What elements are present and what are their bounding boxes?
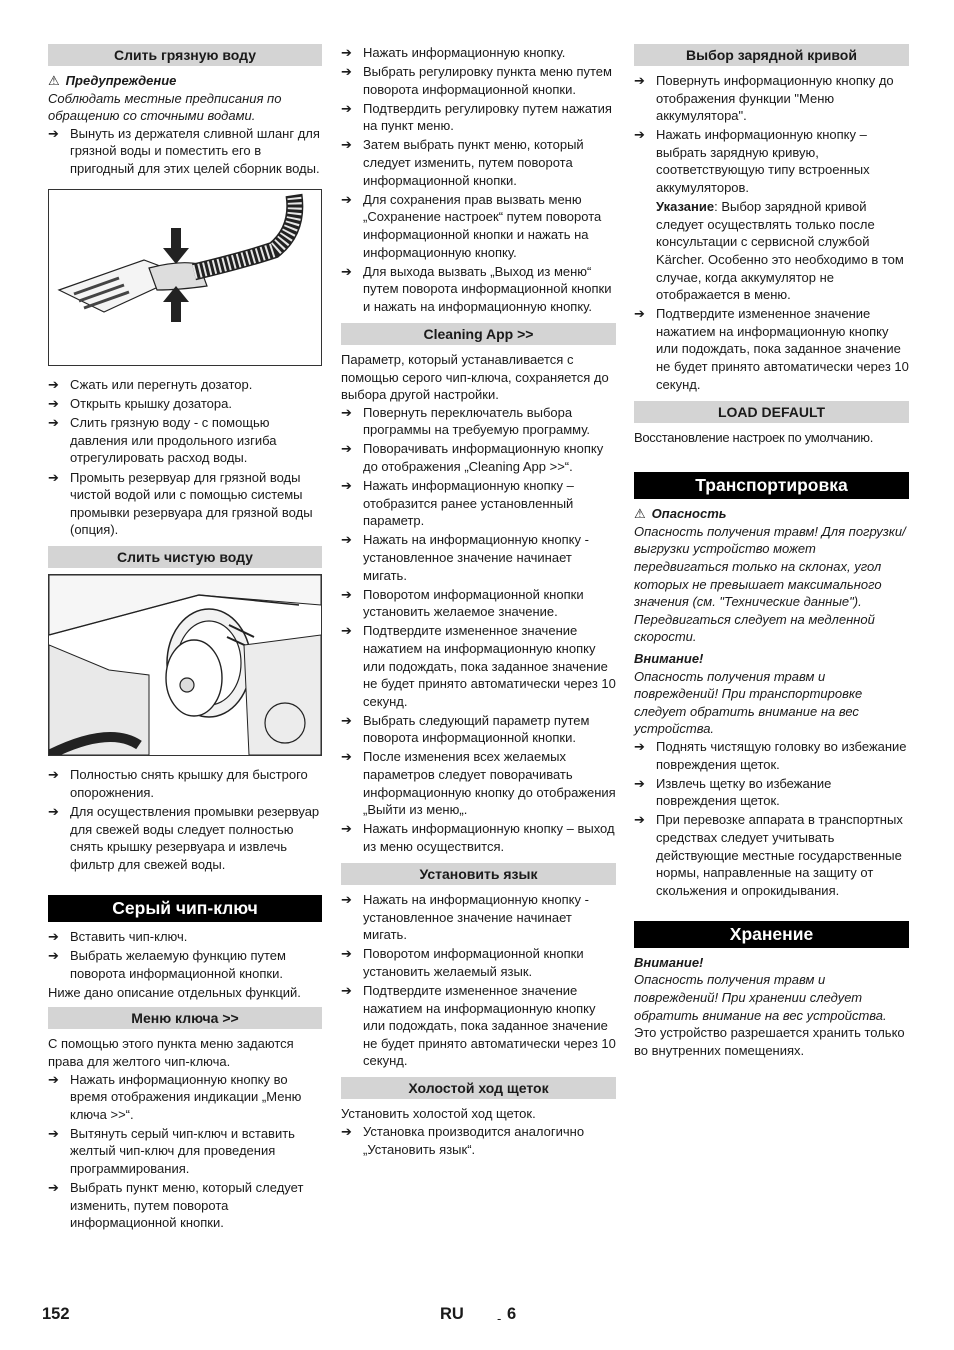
load-default-text: Восстановление настроек по умолчанию. <box>634 429 874 445</box>
arrow-right-icon: ➔ <box>341 821 352 837</box>
storage-attention-label: Внимание! <box>634 954 704 970</box>
storage-text: Это устройство разрешается хранить только во внутренних помещениях. <box>634 1025 905 1058</box>
page-number: 152 <box>42 1305 70 1323</box>
list-item: ➔ Нажать информационную кнопку. <box>341 45 566 60</box>
list-item: ➔ Выбрать пункт меню, который следует изменить, путем поворота информационной кнопки. <box>48 1180 304 1231</box>
list-item: ➔ Нажать на информационную кнопку - установленное значение начинает мигать. <box>341 532 589 583</box>
arrow-right-icon: ➔ <box>48 415 59 431</box>
language-code: RU <box>440 1305 464 1323</box>
arrow-right-icon: ➔ <box>341 191 352 207</box>
drain-dirty-steps <box>48 376 322 539</box>
cleaning-app-steps <box>341 404 616 856</box>
arrow-right-icon: ➔ <box>634 739 645 754</box>
heading-charge-curve: Выбор зарядной кривой <box>634 44 909 66</box>
drain-dirty-intro-list <box>48 125 322 178</box>
brush-idle-intro: Установить холостой ход щеток. <box>341 1106 536 1122</box>
arrow-right-icon: ➔ <box>341 478 352 494</box>
figure-clean-water-cap <box>48 574 322 756</box>
heading-cleaning-app: Cleaning App >> <box>341 323 616 345</box>
brush-idle-steps <box>341 1123 616 1158</box>
arrow-right-icon: ➔ <box>48 804 59 820</box>
arrow-right-icon: ➔ <box>341 892 352 908</box>
warning-triangle-icon: ⚠ <box>634 506 646 522</box>
list-item: ➔ Промыть резервуар для грязной воды чистой водой или с помощью системы промывки резервуара для грязной воды (опция). <box>48 469 313 538</box>
column-3 <box>634 44 909 1059</box>
arrow-right-icon: ➔ <box>341 623 352 639</box>
column-2 <box>341 44 616 1160</box>
list-item: ➔ Поворачивать информационную кнопку до отображения „Cleaning App >>“. <box>341 441 604 474</box>
list-item: ➔ Для осуществления промывки резервуар для свежей воды следует полностью снять крышку резервуара и извлечь фильтр для свежей воды. <box>48 804 320 872</box>
heading-drain-dirty-water: Слить грязную воду <box>48 44 322 66</box>
arrow-right-icon: ➔ <box>341 441 352 457</box>
arrow-right-icon: ➔ <box>48 469 59 485</box>
list-item: ➔ Вставить чип-ключ. <box>48 928 188 944</box>
arrow-right-icon: ➔ <box>48 125 59 141</box>
attention-text: Опасность получения травм и повреждений! При транспортировке следует обратить внимание на вес устройства. <box>634 668 863 737</box>
arrow-right-icon: ➔ <box>341 100 352 116</box>
grey-key-note: Ниже дано описание отдельных функций. <box>48 984 301 1000</box>
list-item: ➔ Для выхода вызвать „Выход из меню“ путем поворота информационной кнопки и нажать на информационную кнопку. <box>341 263 612 314</box>
arrow-right-icon: ➔ <box>48 1071 59 1087</box>
arrow-right-icon: ➔ <box>48 377 59 393</box>
key-menu-continued-steps <box>341 44 616 315</box>
danger-label: ⚠ Опасность <box>634 506 727 522</box>
key-menu-steps <box>48 1071 322 1232</box>
list-item: ➔ Вытянуть серый чип-ключ и вставить желтый чип-ключ для проведения программирования. <box>48 1125 295 1176</box>
heading-drain-clean-water: Слить чистую воду <box>48 546 322 568</box>
arrow-right-icon: ➔ <box>48 396 59 412</box>
list-item: ➔ Нажать информационную кнопку – выбрать зарядную кривую, соответствующую типу встроенных аккумуляторов. <box>634 127 870 196</box>
warning-text: Соблюдать местные предписания по обращению со сточными водами. <box>48 90 282 124</box>
arrow-right-icon: ➔ <box>341 532 352 548</box>
section-number: 6 <box>507 1305 517 1323</box>
arrow-right-icon: ➔ <box>634 73 645 88</box>
arrow-right-icon: ➔ <box>634 775 645 791</box>
warning-label: ⚠ Предупреждение <box>48 73 177 88</box>
footer-separator: - <box>497 1311 502 1326</box>
key-menu-intro: С помощью этого пункта меню задаются права для желтого чип-ключа. <box>48 1036 294 1069</box>
column-1 <box>48 44 322 1233</box>
arrow-right-icon: ➔ <box>48 767 59 783</box>
list-item: ➔ Открыть крышку дозатора. <box>48 396 232 412</box>
list-item: ➔ Выбрать регулировку пункта меню путем поворота информационной кнопки. <box>341 64 612 97</box>
list-item: ➔ Нажать информационную кнопку – отобразится ранее установленный параметр. <box>341 478 574 529</box>
list-item: ➔ Повернуть информационную кнопку до отображения функции "Меню аккумулятора". <box>634 73 894 124</box>
drain-clean-steps <box>48 766 322 873</box>
heading-set-language: Установить язык <box>341 863 616 885</box>
list-item: ➔ Слить грязную воду - с помощью давления или продольного изгиба отрегулировать расход воды. <box>48 415 277 466</box>
cleaning-app-intro: Параметр, который устанавливается с помощью серого чип-ключа, сохраняется до выбора другой настройки. <box>341 351 609 403</box>
attention-label: Внимание! <box>634 651 704 667</box>
charge-curve-note: Указание: Выбор зарядной кривой следует осуществлять только после консультации с сервисной службой Kärcher. Особенно это необходимо в том случае, когда аккумулятор не отображается в меню. <box>656 199 904 303</box>
heading-transport: Транспортировка <box>634 472 909 499</box>
list-item: ➔ Нажать на информационную кнопку - установленное значение начинает мигать. <box>341 892 589 943</box>
list-item: ➔ Подтвердите измененное значение нажатием на информационную кнопку или подождать, пока заданное значение не будет принято автоматически через 10 секунд. <box>341 983 616 1069</box>
list-item: ➔ При перевозке аппарата в транспортных средствах следует учитывать действующие местные государственные нормы, направленные на защиту от скольжения и опрокидывания. <box>634 812 903 898</box>
list-item: ➔ Для сохранения прав вызвать меню „Сохранение настроек“ путем поворота информационной кнопки и нажать на информационную кнопку. <box>341 191 602 260</box>
figure-drain-hose <box>48 189 322 366</box>
arrow-right-icon: ➔ <box>341 404 352 420</box>
arrow-right-icon: ➔ <box>341 64 352 80</box>
list-item: ➔ Повернуть переключатель выбора программы на требуемую программу. <box>341 404 591 438</box>
list-item: ➔ Сжать или перегнуть дозатор. <box>48 377 253 393</box>
language-steps <box>341 891 616 1070</box>
arrow-right-icon: ➔ <box>48 928 59 944</box>
charge-curve-steps-a <box>634 72 909 197</box>
transport-steps <box>634 738 909 899</box>
list-item: ➔ Подтвердите измененное значение нажатием на информационную кнопку или подождать, пока заданное значение не будет принято автоматически через 10 секунд. <box>634 306 909 392</box>
storage-attention-text: Опасность получения травм и повреждений! При хранении следует обратить внимание на вес устройства. <box>634 972 887 1023</box>
arrow-right-icon: ➔ <box>341 263 352 279</box>
arrow-right-icon: ➔ <box>341 1124 352 1140</box>
heading-brush-idle: Холостой ход щеток <box>341 1077 616 1099</box>
list-item: ➔ Нажать информационную кнопку во время отображения индикации „Меню ключа >>“. <box>48 1071 302 1122</box>
arrow-right-icon: ➔ <box>634 306 645 322</box>
list-item: ➔ Поворотом информационной кнопки установить желаемый язык. <box>341 946 584 979</box>
list-item: ➔ Вынуть из держателя сливной шланг для грязной воды и поместить его в пригодный для этих целей сборник воды. <box>48 125 320 176</box>
list-item: ➔ Выбрать желаемую функцию путем поворота информационной кнопки. <box>48 948 286 981</box>
arrow-right-icon: ➔ <box>48 948 59 964</box>
list-item: ➔ Затем выбрать пункт меню, который следует изменить, путем поворота информационной кнопки. <box>341 137 584 188</box>
heading-key-menu: Меню ключа >> <box>48 1007 322 1029</box>
list-item: ➔ Подтвердите измененное значение нажатием на информационную кнопку или подождать, пока заданное значение не будет принято автоматически через 10 секунд. <box>341 623 616 709</box>
list-item: ➔ Выбрать следующий параметр путем поворота информационной кнопки. <box>341 712 590 746</box>
arrow-right-icon: ➔ <box>341 137 352 153</box>
charge-curve-steps-b <box>634 305 909 393</box>
list-item: ➔ Полностью снять крышку для быстрого опорожнения. <box>48 767 308 800</box>
list-item: ➔ Извлечь щетку во избежание повреждения щеток. <box>634 775 832 809</box>
grey-key-steps <box>48 928 322 982</box>
arrow-right-icon: ➔ <box>341 983 352 998</box>
list-item: ➔ Нажать информационную кнопку – выход из меню осуществится. <box>341 821 615 854</box>
arrow-right-icon: ➔ <box>634 812 645 828</box>
clean-water-cap-illustration <box>49 575 321 755</box>
arrow-right-icon: ➔ <box>341 712 352 728</box>
heading-storage: Хранение <box>634 921 909 948</box>
danger-text: Опасность получения травм! Для погрузки/выгрузки устройство может передвигаться только на склонах, угол которых не превышает максимального значения (см. "Технические данные"). Передвигаться следует на медленной скорости. <box>634 523 906 645</box>
list-item: ➔ Поднять чистящую головку во избежание повреждения щеток. <box>634 739 907 772</box>
drain-hose-illustration <box>49 190 321 365</box>
list-item: ➔ Поворотом информационной кнопки установить желаемое значение. <box>341 586 584 620</box>
arrow-right-icon: ➔ <box>48 1125 59 1141</box>
list-item: ➔ Подтвердить регулировку путем нажатия на пункт меню. <box>341 100 612 134</box>
arrow-right-icon: ➔ <box>341 946 352 962</box>
heading-grey-chip-key: Серый чип-ключ <box>48 895 322 922</box>
arrow-right-icon: ➔ <box>634 127 645 143</box>
warning-triangle-icon: ⚠ <box>48 73 60 88</box>
arrow-right-icon: ➔ <box>341 586 352 602</box>
heading-load-default: LOAD DEFAULT <box>634 401 909 423</box>
list-item: ➔ После изменения всех желаемых параметров следует поворачивать информационную кнопку до отображения „Выйти из меню„. <box>341 749 616 818</box>
arrow-right-icon: ➔ <box>341 749 352 765</box>
arrow-right-icon: ➔ <box>48 1180 59 1196</box>
list-item: ➔ Установка производится аналогично „Установить язык“. <box>341 1124 585 1157</box>
arrow-right-icon: ➔ <box>341 45 352 60</box>
